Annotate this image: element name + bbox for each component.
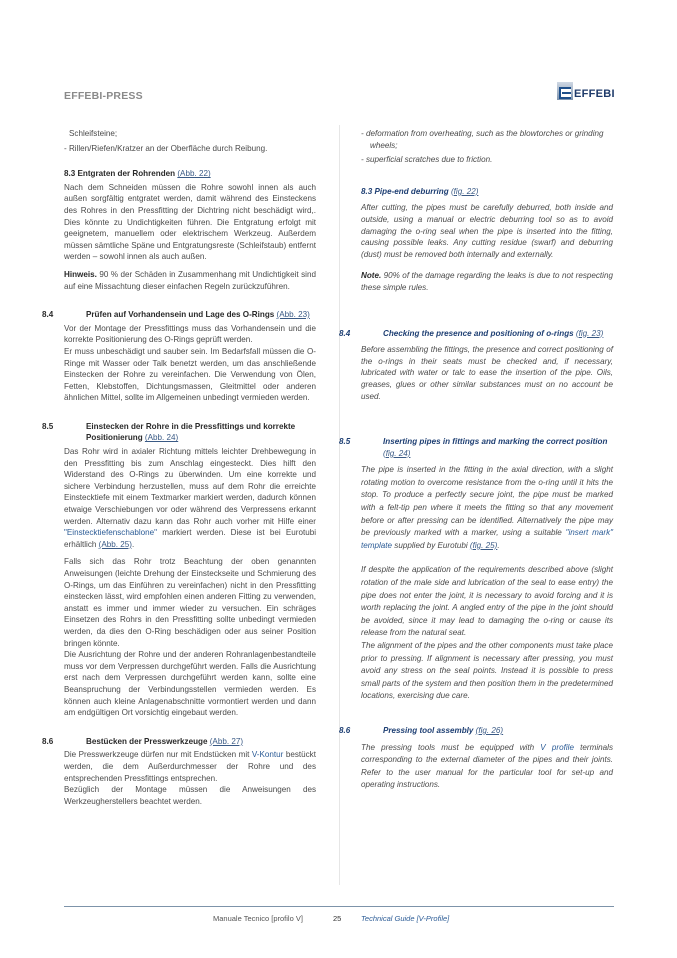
note-text: 90 % der Schäden in Zusammenhang mit Undichtigkeit sind auf eine Missachtung dieser einfachen Regeln zurückzuführen. xyxy=(64,269,316,291)
section-number: 8.5 xyxy=(42,421,54,431)
section-body: Er muss unbeschädigt und sauber sein. Im Bedarfsfall müssen die O-Ringe mit Wasser oder Talk benetzt werden, um das anschließende Einstecken der Rohre zu vereinfachen. Die Verwendung von Ölen, Fetten, Klebstoffen, Dichtungsmassen, Gleitmittel oder anderen ähnlichen Mittel, sollte im Allgemeinen unbedingt vermieden werden. xyxy=(64,346,316,403)
body-text: The pressing tools must be equipped with xyxy=(361,742,541,752)
note-paragraph xyxy=(64,269,316,292)
note-text: 90% of the damage regarding the leaks is due to not respecting these simple rules. xyxy=(361,271,613,292)
footer-title-en: Technical Guide [V-Profile] xyxy=(361,914,450,923)
effebi-logo xyxy=(557,82,615,100)
section-body: Bezüglich der Montage müssen die Anweisungen des Werkzeugherstellers beachtet werden. xyxy=(64,785,316,806)
figure-ref-link[interactable]: (Abb. 25) xyxy=(98,539,132,549)
section-number: 8.4 xyxy=(42,310,54,320)
section-title: Pressing tool assembly xyxy=(383,725,474,735)
section-title: Bestücken der Presswerkzeuge xyxy=(86,736,208,746)
section-heading-8-3-en xyxy=(361,186,613,198)
section-number: 8.6 xyxy=(339,725,351,735)
continuation-line: Schleifsteine; xyxy=(69,129,118,138)
page-number: 25 xyxy=(333,914,342,923)
section-body: Vor der Montage der Pressfittings muss das Vorhandensein und die korrekte Positionierung des O-Rings geprüft werden. xyxy=(64,323,316,345)
body-text: markiert werden. Diese ist bei Eurotubi erhältlich xyxy=(64,528,316,549)
figure-ref-link[interactable]: (fig. 25) xyxy=(469,540,498,550)
section-number: 8.6 xyxy=(42,736,54,746)
highlight-term: "Einstecktiefenschablone" xyxy=(64,528,158,538)
footer-rule xyxy=(64,906,614,907)
figure-ref-link[interactable]: (fig. 24) xyxy=(383,448,411,458)
highlight-term: V-Kontur xyxy=(251,750,284,760)
figure-ref-link[interactable]: (fig. 23) xyxy=(575,328,604,338)
body-text: Das Rohr wird in axialer Richtung mittels leichter Drehbewegung in den Pressfitting bis zum Anschlag eingesteckt. Dies hilft den Widerstand des O-Rings zu überwinden. Um eine korrekte und sichere Verbindung herzustellen, muss auf dem Rohr die erreichte Einstecktiefe mit einem Textmarker markiert werden, dadurch können etwaige Verschiebungen vor oder während des Verpressens erkannt werden. Alternativ dazu kann das Rohr auch vorher mit Hilfe einer xyxy=(64,447,316,526)
section-number: 8.5 xyxy=(339,437,351,447)
section-body: Die Ausrichtung der Rohre und der anderen Rohranlagenbestandteile muss vor dem Verpressen durchgeführt werden. Falls die Ausrichtung erst nach dem Verpressen durchgeführt werden kann, sollte eine Beanspruchung der Verbindungsstellen vermieden werden. Es können auch kleine Anlagenabschnitte vormontiert werden und dann am endgültigen Ort vorsichtig eingebaut werden. xyxy=(64,650,316,718)
section-title: 8.3 Entgraten der Rohrenden xyxy=(64,169,176,179)
bullet-item: - Rillen/Riefen/Kratzer an der Oberfläche durch Reibung. xyxy=(64,143,268,153)
body-text: supplied by Eurotubi xyxy=(392,540,470,550)
body-text: . xyxy=(497,540,500,550)
logo-mark-icon xyxy=(557,82,573,100)
body-text: . xyxy=(131,539,135,549)
bullet-item: - superficial scratches due to friction. xyxy=(361,155,493,165)
section-heading-8-5-en xyxy=(339,436,613,459)
header-brand: EFFEBI-PRESS xyxy=(64,90,143,102)
section-body: Falls sich das Rohr trotz Beachtung der oben genannten Anweisungen (leichte Drehung der Einsteckseite und Schmierung des O-Rings, um das Einführen zu vereinfachen) nicht in den Pressfitting einstecken lässt, wird empfohlen einen anderen Fitting zu verwenden, anstatt es immer und immer wieder zu versuchen. Ein schräges Einsetzen des Rohrs in den Pressfitting sollte unbedingt vermieden werden, da dies den O-Ring beschädigen oder aus seiner Position bringen könnte. xyxy=(64,557,316,648)
section-title: 8.3 Pipe-end deburring xyxy=(361,186,449,196)
section-heading-8-6-en xyxy=(339,725,613,737)
section-body: The alignment of the pipes and the other components must take place prior to pressing. If alignment is necessary after pressing, you must avoid any stress on the seal points. Instead it is possible to press small parts of the system and then position them in the predetermined locations, exercising due care. xyxy=(361,641,613,701)
body-text: bestückt werden, die dem Außerdurchmesser der Rohre und des entsprechenden Pressfittings entsprechen. xyxy=(64,750,316,783)
section-body xyxy=(64,446,316,550)
note-label: Hinweis. xyxy=(64,269,97,279)
section-title: Einstecken der Rohre in die Pressfittings und korrekte Positionierung xyxy=(86,421,296,443)
logo-text: EFFEBI xyxy=(574,88,615,100)
body-text: terminals corresponding to the external diameter of the pipes and their joints. Refer to the user manual for the particular tool for set-up and operating instructions. xyxy=(361,742,613,790)
section-heading-8-5-de xyxy=(42,421,316,444)
body-text: The pipe is inserted in the fitting in the axial direction, with a slight rotating motion to overcome resistance from the o-ring until it hits the stop. To produce a perfectly secure joint, the pipe must be marked with a felt-tip pen where it meets the fitting so that any movement before or after pressing can be identified. Alternatively the pipe may be previously marked with a marker, using a suitable xyxy=(361,465,613,538)
note-paragraph xyxy=(361,270,613,293)
section-heading-8-4-de xyxy=(42,309,316,321)
section-number: 8.4 xyxy=(339,328,351,338)
figure-ref-link[interactable]: (Abb. 23) xyxy=(276,310,310,320)
highlight-term: "insert mark" template xyxy=(361,528,613,550)
section-title: Prüfen auf Vorhandensein und Lage des O-Rings xyxy=(86,310,275,320)
figure-ref-link[interactable]: (fig. 22) xyxy=(450,186,479,196)
body-text: Die Presswerkzeuge dürfen nur mit Endstücken mit xyxy=(64,750,252,760)
section-body xyxy=(64,749,316,784)
highlight-term: V profile xyxy=(540,742,574,752)
section-title: Inserting pipes in fittings and marking the correct position xyxy=(383,437,608,447)
right-column xyxy=(339,128,613,792)
section-title: Checking the presence and positioning of o-rings xyxy=(383,328,574,338)
section-body xyxy=(361,464,613,552)
footer-title-it: Manuale Tecnico [profilo V] xyxy=(213,914,303,923)
figure-ref-link[interactable]: (Abb. 27) xyxy=(209,736,244,746)
note-label: Note. xyxy=(361,271,382,281)
bullet-item: - deformation from overheating, such as the blowtorches or grinding wheels; xyxy=(361,129,604,150)
section-heading-8-6-de xyxy=(42,736,316,748)
section-body: After cutting, the pipes must be carefully deburred, both inside and outside, using a manual or electric deburring tool so as to avoid damaging the o-ring seal when the pipe is inserted into the fitting, causing possible leaks. Any cutting residue (swarf) and deburring (dust) must be removed both internally and externally. xyxy=(361,203,613,259)
section-body xyxy=(361,742,613,792)
section-heading-8-4-en xyxy=(339,328,613,340)
section-body: If despite the application of the requirements described above (slight rotation of the male side and lubrication of the seal to ease entry) the pipe does not enter the joint, it is necessary to avoid forcing and it is worth replacing the joint. A angled entry of the pipe in the joint should be avoided, since it may lead to damaging the o-ring or cause its release from the natural seat. xyxy=(361,565,613,638)
figure-ref-link[interactable]: (Abb. 22) xyxy=(177,169,211,179)
section-heading-8-3-de xyxy=(64,168,316,180)
section-body: Nach dem Schneiden müssen die Rohre sowohl innen als auch außen sorgfältig entgratet werden, damit während des Einsteckens des Rohres in den Pressfitting der Dichtring nicht beschädigt wird,. Dies könnte zu Undichtigkeiten führen. Die Entgratung erfolgt mit geeignetem, manuellem oder elektrischem Werkzeug. Außerdem müssen sämtliche Späne und Entgratungsreste (Schleifstaub) entfernt werden – sowohl innen als auch außen. xyxy=(64,182,316,262)
left-column xyxy=(42,128,316,807)
figure-ref-link[interactable]: (Abb. 24) xyxy=(144,433,179,443)
figure-ref-link[interactable]: (fig. 26) xyxy=(475,725,504,735)
section-body: Before assembling the fittings, the presence and correct positioning of the o-rings in their seats must be checked and, if necessary, lubricated with water or talc to ease the insertion of the pipe. Oils, greases, glues or other similar substances must on no account be used. xyxy=(361,345,613,401)
column-divider xyxy=(339,125,340,885)
